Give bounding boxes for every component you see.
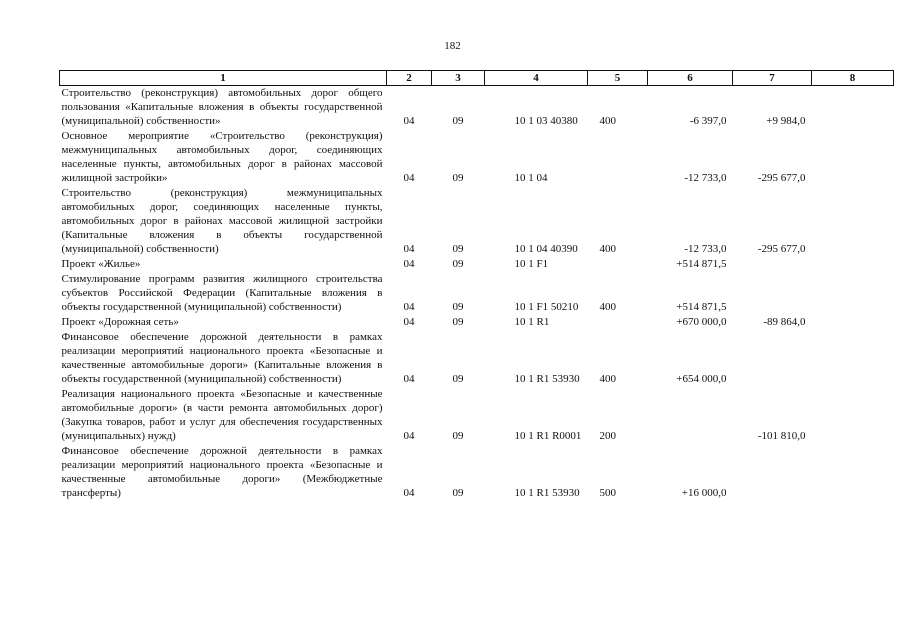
amount-col-6: +16 000,0 xyxy=(681,487,727,499)
amount-col-8 xyxy=(812,272,894,315)
row-name: Строительство (реконструкция) автомобильных дорог общего пользования «Капитальные вложения в объекты государственной (муниципальной) собственности» xyxy=(61,87,383,127)
amount-col-7 xyxy=(733,444,812,501)
amount-col-7 xyxy=(733,257,812,272)
amount-col-8 xyxy=(812,186,894,257)
table-row xyxy=(60,330,894,387)
subsection-code: 09 xyxy=(452,301,464,313)
subsection-code: 09 xyxy=(452,243,464,255)
row-name: Строительство (реконструкция) межмуниципальных автомобильных дорог, соединяющих населенные пункты, автомобильных дорог в районах массовой жилищной застройки (Капитальные вложения в объекты государственной (муниципальной) собственности) xyxy=(61,187,383,255)
table-row xyxy=(60,387,894,444)
amount-col-6 xyxy=(648,387,733,444)
section-code: 04 xyxy=(403,316,415,328)
section-code: 04 xyxy=(403,487,415,499)
section-code: 04 xyxy=(403,430,415,442)
amount-col-7 xyxy=(733,330,812,387)
section-code: 04 xyxy=(403,301,415,313)
expense-type-code: 400 xyxy=(599,243,616,255)
amount-col-7: -101 810,0 xyxy=(757,430,806,442)
row-name: Реализация национального проекта «Безопасные и качественные автомобильные дороги» (в части ремонта автомобильных дорог) (Закупка товаров, работ и услуг для обеспечения государственных (муниципальных) нужд) xyxy=(61,388,383,442)
column-header-3: 3 xyxy=(432,71,485,86)
table-row xyxy=(60,315,894,330)
amount-col-6: +514 871,5 xyxy=(676,258,727,270)
row-name: Финансовое обеспечение дорожной деятельности в рамках реализации мероприятий национального проекта «Безопасные и качественные автомобильные дороги» (Межбюджетные трансферты) xyxy=(61,445,383,499)
target-article-code: 10 1 F1 xyxy=(514,258,549,270)
target-article-code: 10 1 R1 R0001 xyxy=(514,430,582,442)
target-article-code: 10 1 F1 50210 xyxy=(514,301,579,313)
row-name: Основное мероприятие «Строительство (реконструкция) межмуниципальных автомобильных дорог, соединяющих населенные пункты, автомобильных дорог в районах массовой жилищной застройки» xyxy=(61,130,383,184)
amount-col-7 xyxy=(733,272,812,315)
amount-col-6: +670 000,0 xyxy=(676,316,727,328)
table-row xyxy=(60,272,894,315)
row-name: Проект «Дорожная сеть» xyxy=(61,316,179,328)
expense-type-code: 400 xyxy=(599,373,616,385)
budget-table xyxy=(59,70,894,501)
amount-col-8 xyxy=(812,330,894,387)
expense-type-code xyxy=(588,129,648,186)
target-article-code: 10 1 R1 xyxy=(514,316,550,328)
target-article-code: 10 1 R1 53930 xyxy=(514,487,580,499)
amount-col-8 xyxy=(812,444,894,501)
target-article-code: 10 1 R1 53930 xyxy=(514,373,580,385)
column-header-5: 5 xyxy=(588,71,648,86)
section-code: 04 xyxy=(403,258,415,270)
subsection-code: 09 xyxy=(452,258,464,270)
amount-col-6: +654 000,0 xyxy=(676,373,727,385)
target-article-code: 10 1 04 40390 xyxy=(514,243,578,255)
table-row xyxy=(60,257,894,272)
amount-col-8 xyxy=(812,387,894,444)
amount-col-6: -12 733,0 xyxy=(684,172,727,184)
subsection-code: 09 xyxy=(452,115,464,127)
amount-col-8 xyxy=(812,315,894,330)
expense-type-code: 400 xyxy=(599,115,616,127)
amount-col-6: +514 871,5 xyxy=(676,301,727,313)
expense-type-code: 400 xyxy=(599,301,616,313)
amount-col-8 xyxy=(812,257,894,272)
table-row xyxy=(60,86,894,130)
amount-col-7: -295 677,0 xyxy=(757,172,806,184)
column-header-6: 6 xyxy=(648,71,733,86)
table-header-row xyxy=(60,71,894,86)
section-code: 04 xyxy=(403,172,415,184)
table-row xyxy=(60,444,894,501)
target-article-code: 10 1 04 xyxy=(514,172,548,184)
column-header-1: 1 xyxy=(60,71,387,86)
table-row xyxy=(60,129,894,186)
amount-col-7: -295 677,0 xyxy=(757,243,806,255)
expense-type-code: 500 xyxy=(599,487,616,499)
row-name: Финансовое обеспечение дорожной деятельности в рамках реализации мероприятий национального проекта «Безопасные и качественные автомобильные дороги» (Капитальные вложения в объекты государственной (муниципальной) собственности) xyxy=(61,331,383,385)
table-row xyxy=(60,186,894,257)
amount-col-6: -6 397,0 xyxy=(689,115,727,127)
target-article-code: 10 1 03 40380 xyxy=(514,115,578,127)
subsection-code: 09 xyxy=(452,487,464,499)
column-header-8: 8 xyxy=(812,71,894,86)
subsection-code: 09 xyxy=(452,430,464,442)
amount-col-8 xyxy=(812,129,894,186)
column-header-4: 4 xyxy=(485,71,588,86)
section-code: 04 xyxy=(403,115,415,127)
amount-col-8 xyxy=(812,86,894,130)
column-header-7: 7 xyxy=(733,71,812,86)
column-header-2: 2 xyxy=(387,71,432,86)
expense-type-code: 200 xyxy=(599,430,616,442)
expense-type-code xyxy=(588,315,648,330)
expense-type-code xyxy=(588,257,648,272)
amount-col-6: -12 733,0 xyxy=(684,243,727,255)
section-code: 04 xyxy=(403,373,415,385)
subsection-code: 09 xyxy=(452,172,464,184)
page-number: 182 xyxy=(444,40,461,52)
section-code: 04 xyxy=(403,243,415,255)
subsection-code: 09 xyxy=(452,373,464,385)
row-name: Стимулирование программ развития жилищного строительства субъектов Российской Федерации (Капитальные вложения в объекты государственной (муниципальной) собственности) xyxy=(61,273,383,313)
amount-col-7: -89 864,0 xyxy=(763,316,806,328)
amount-col-7: +9 984,0 xyxy=(766,115,806,127)
subsection-code: 09 xyxy=(452,316,464,328)
row-name: Проект «Жилье» xyxy=(61,258,141,270)
